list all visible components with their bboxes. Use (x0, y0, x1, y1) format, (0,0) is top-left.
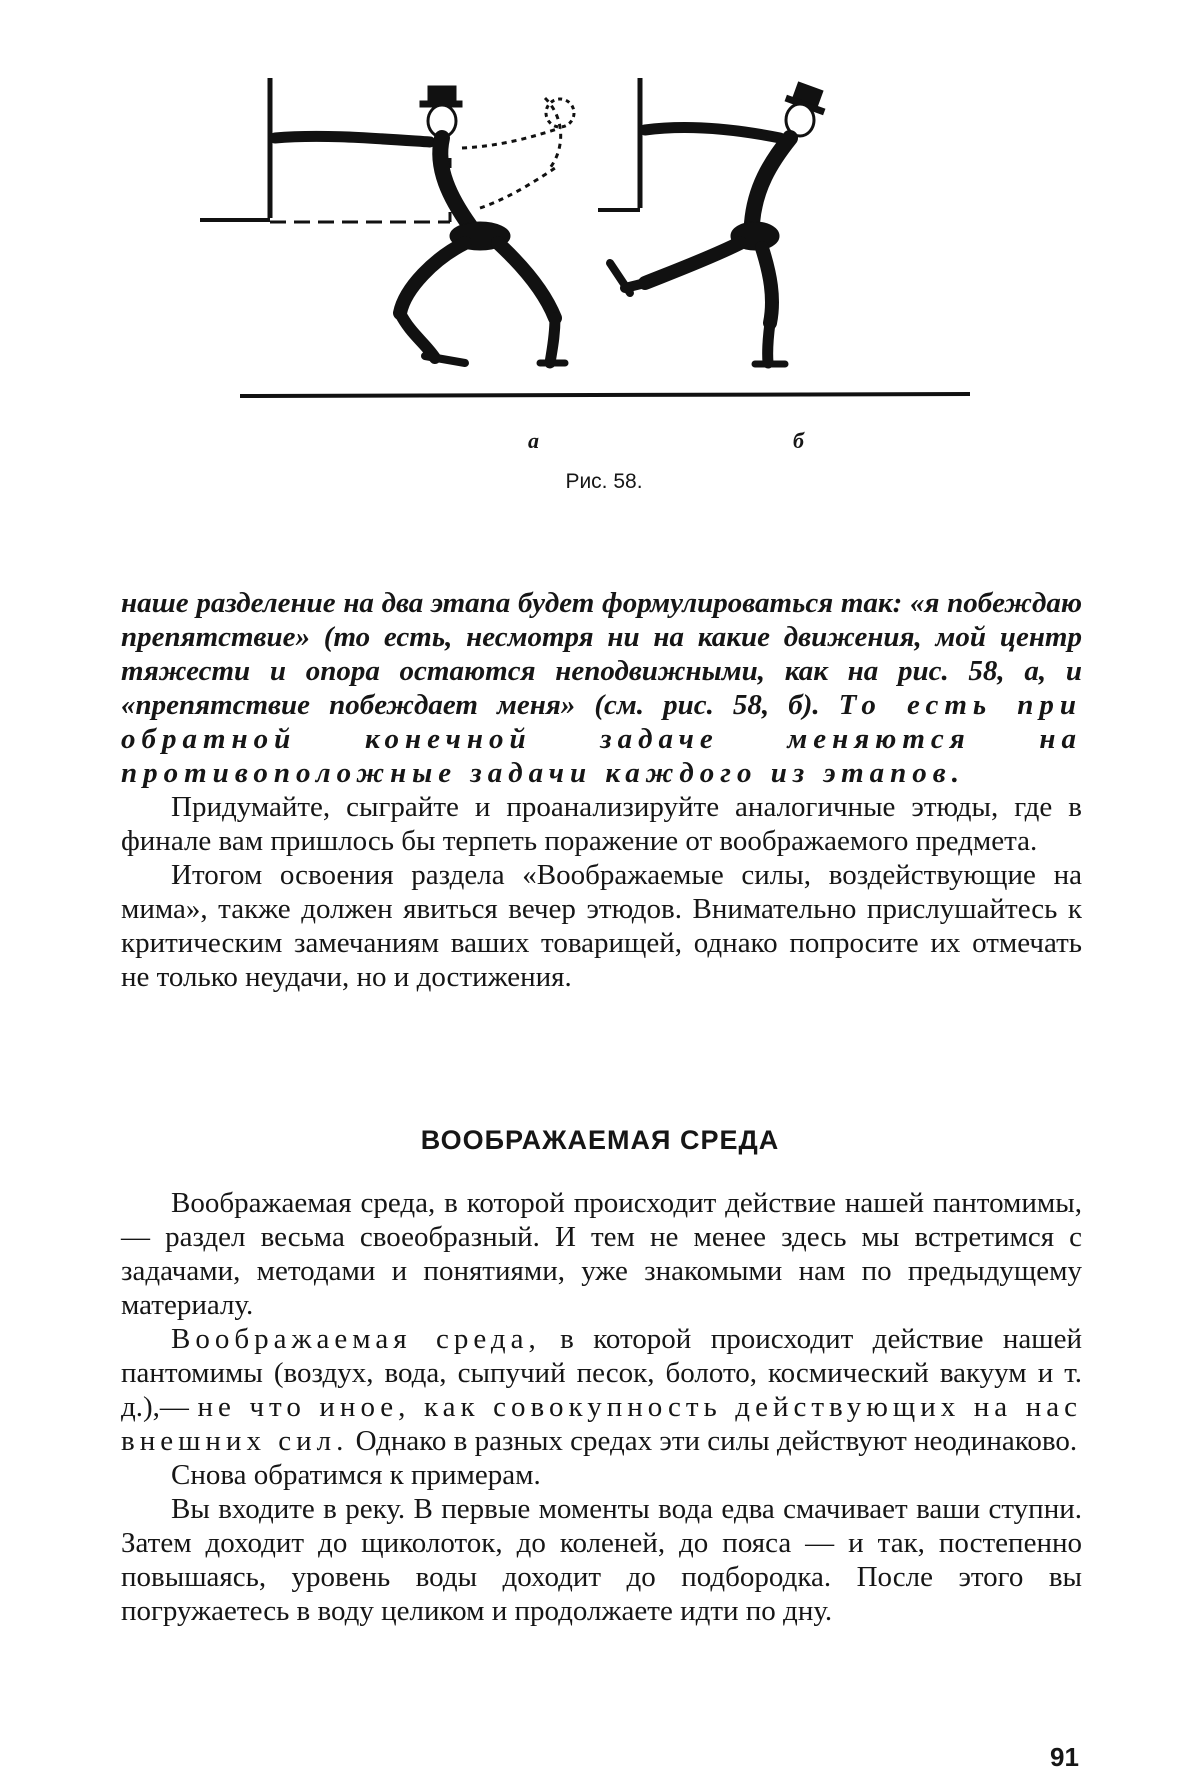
ground-line (240, 394, 970, 396)
paragraph-1-spaced: То есть при обратной конечной задаче меняются на противоположные задачи каждого из этапов. (121, 689, 1083, 789)
section-paragraph-3: Снова обратимся к примерам. (171, 1459, 541, 1491)
section-heading: ВООБРАЖАЕМАЯ СРЕДА (420, 1125, 780, 1155)
figure-label-a: а (528, 428, 539, 453)
paragraph-2: Придумайте, сыграйте и проанализируйте аналогичные этюды, где в финале вам пришлось бы терпеть поражение от воображаемого предмета. (121, 791, 1082, 857)
figure-58-drawing (180, 58, 1010, 418)
figure-58-illustration (180, 58, 1010, 418)
text-block-top (121, 586, 1082, 994)
figure-label-b: б (793, 428, 804, 453)
section-paragraph-2-spaced-1: Воображаемая среда, (171, 1323, 541, 1355)
section-paragraph-4: Вы входите в реку. В первые моменты вода едва смачивает ваши ступни. Затем доходит до щиколоток, до коленей, до пояса — и так, постепенно повышаясь, уровень воды доходит до подбородка. После этого вы погружаетесь в воду целиком и продолжаете идти по дну. (121, 1493, 1082, 1627)
section-paragraph-2-normal-1: в которой происходит действие нашей пантомимы (воздух, вода, сыпучий песок, болото, космический вакуум и т. д.),— (121, 1323, 1082, 1423)
figure-a (200, 78, 574, 363)
page-number: 91 (1050, 1742, 1079, 1772)
text-block-section (121, 1186, 1082, 1628)
paragraph-3: Итогом освоения раздела «Воображаемые силы, воздействующие на мима», также должен явиться вечер этюдов. Внимательно прислушайтесь к критическим замечаниям ваших товарищей, однако попросите их отмечать не только неудачи, но и достижения. (121, 859, 1082, 993)
figure-b (598, 78, 825, 364)
section-paragraph-1: Воображаемая среда, в которой происходит действие нашей пантомимы,— раздел весьма своеобразный. И тем не менее здесь мы встретимся с задачами, методами и понятиями, уже знакомыми нам по предыдущему материалу. (121, 1187, 1082, 1321)
section-paragraph-2-normal-2: Однако в разных средах эти силы действуют неодинаково. (348, 1425, 1078, 1457)
figure-caption: Рис. 58. (565, 470, 643, 493)
section-paragraph-2 (121, 1322, 1082, 1458)
section-paragraph-2-spaced-2: не что иное, как совокупность действующих на нас внешних сил. (121, 1391, 1083, 1457)
paragraph-1-italic: наше разделение на два этапа будет формулироваться так: «я побеждаю препятствие» (то есть, несмотря ни на какие движения, мой центр тяжести и опора остаются неподвижными, как на рис. 58, а, и «препятствие побеждает меня» (см. рис. 58, б). (121, 587, 1082, 721)
paragraph-1 (121, 586, 1082, 790)
